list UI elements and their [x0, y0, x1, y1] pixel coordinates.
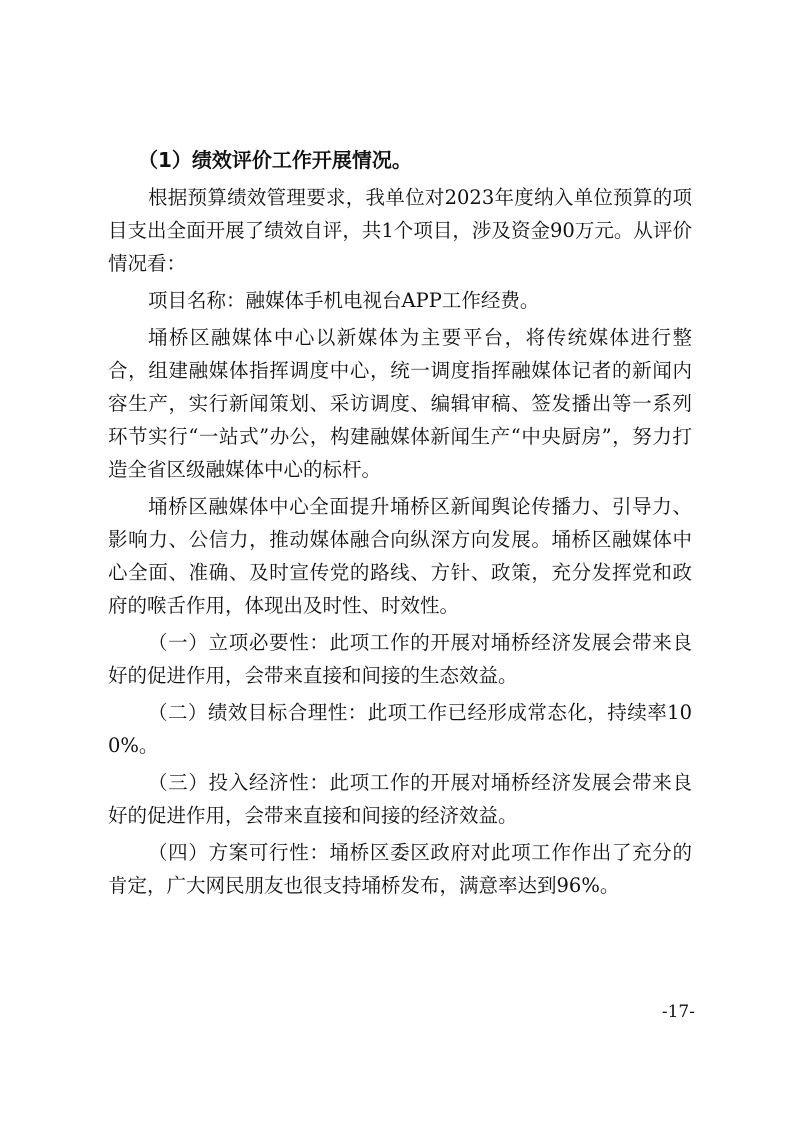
section-heading: （1）绩效评价工作开展情况。 [138, 148, 412, 172]
paragraph-rationality: （二）绩效目标合理性：此项工作已经形成常态化，持续率100%。 [108, 701, 692, 757]
paragraph-project-name: 项目名称：融媒体手机电视台APP工作经费。 [148, 289, 540, 312]
paragraph-necessity: （一）立项必要性：此项工作的开展对埇桥经济发展会带来良好的促进作用，会带来直接和间接的生态效益。 [108, 631, 692, 687]
paragraph-feasibility: （四）方案可行性：埇桥区委区政府对此项工作作出了充分的肯定，广大网民朋友也很支持埇桥发布，满意率达到96%。 [108, 841, 692, 897]
paragraph-center-mission: 埇桥区融媒体中心全面提升埇桥区新闻舆论传播力、引导力、影响力、公信力，推动媒体融合向纵深方向发展。埇桥区融媒体中心全面、准确、及时宣传党的路线、方针、政策，充分发挥党和政府的喉舌作用，体现出及时性、时效性。 [108, 495, 692, 617]
paragraph-intro: 根据预算绩效管理要求，我单位对2023年度纳入单位预算的项目支出全面开展了绩效自评，共1个项目，涉及资金90万元。从评价情况看： [108, 186, 692, 275]
paragraph-center-description: 埇桥区融媒体中心以新媒体为主要平台，将传统媒体进行整合，组建融媒体指挥调度中心，统一调度指挥融媒体记者的新闻内容生产，实行新闻策划、采访调度、编辑审稿、签发播出等一系列环节实行“一站式”办公，构建融媒体新闻生产“中央厨房”，努力打造全省区级融媒体中心的标杆。 [108, 326, 692, 481]
page-body [108, 144, 692, 906]
page-number: -17- [661, 1002, 695, 1022]
paragraph-economy: （三）投入经济性：此项工作的开展对埇桥经济发展会带来良好的促进作用，会带来直接和间接的经济效益。 [108, 771, 692, 827]
